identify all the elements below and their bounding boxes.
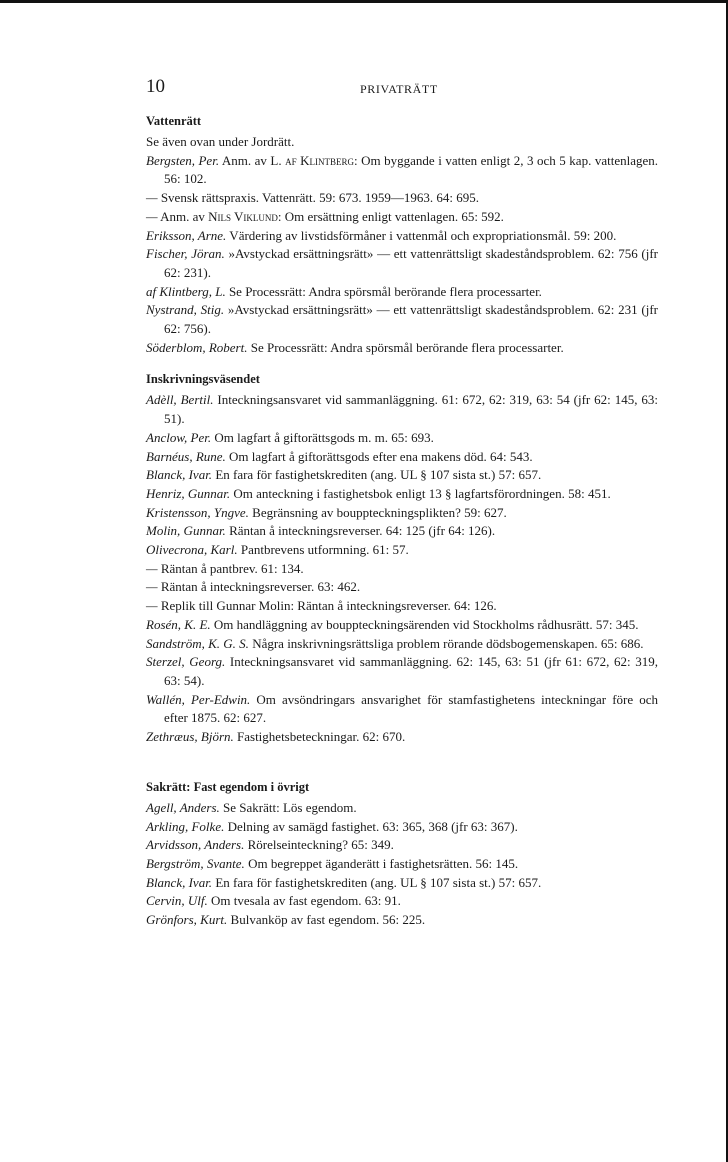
entry-author: af Klintberg, L. — [146, 283, 226, 299]
entry-author: Arkling, Folke. — [146, 818, 225, 834]
bibliography-entry — [146, 208, 658, 227]
bibliography-entry — [146, 560, 658, 579]
bibliography-entry — [146, 653, 658, 690]
entry-author: Anclow, Per. — [146, 429, 212, 445]
bibliography-entry — [146, 391, 658, 428]
entry-text: : Om ersättning enligt vattenlagen. 65: 592. — [277, 208, 504, 224]
ditto-dash: — — [146, 560, 158, 576]
entry-text: Räntan å inteckningsreverser. 64: 125 (jfr 64: 126). — [225, 523, 496, 539]
entry-reviewed-author: af Klintberg — [285, 152, 355, 168]
bibliography-entry — [146, 466, 658, 485]
entry-text: Inteckningsansvaret vid sammanläggning. 61: 672, 62: 319, 63: 54 (jfr 62: 145, 63: 51). — [164, 392, 658, 427]
entry-author: Rosén, K. E. — [146, 616, 211, 632]
bibliography-entry — [146, 578, 658, 597]
scan-edge-top — [0, 0, 728, 3]
ditto-dash: — — [146, 190, 158, 206]
entry-prefix: Anm. av L. — [219, 152, 286, 168]
section — [146, 113, 658, 357]
running-title: PRIVATRÄTT — [360, 82, 438, 96]
bibliography-entry — [146, 892, 658, 911]
bibliography-entry — [146, 245, 658, 282]
entry-text: : Om byggande i vatten enligt 2, 3 och 5 kap. vattenlagen. 56: 102. — [164, 152, 659, 187]
entry-author: Henriz, Gunnar. — [146, 485, 231, 501]
document-page — [146, 76, 658, 930]
bibliography-entry — [146, 874, 658, 893]
bibliography-entry — [146, 728, 658, 747]
entry-reviewed-author: Nils Viklund — [208, 208, 278, 224]
entry-text: Se Sakrätt: Lös egendom. — [219, 799, 357, 815]
entry-text: Om tvesala av fast egendom. 63: 91. — [207, 893, 401, 909]
entry-text: En fara för fastighetskrediten (ang. UL § 107 sista st.) 57: 657. — [212, 467, 542, 483]
entry-text: Delning av samägd fastighet. 63: 365, 368 (jfr 63: 367). — [224, 818, 518, 834]
bibliography-entry — [146, 855, 658, 874]
bibliography-entry — [146, 635, 658, 654]
bibliography-entry — [146, 616, 658, 635]
entry-author: Wallén, Per-Edwin. — [146, 691, 251, 707]
entry-text: »Avstyckad ersättningsrätt» — ett vattenrättsligt skadeståndsproblem. 62: 231 (jfr 62: 756). — [164, 302, 658, 337]
entry-text: Om lagfart å giftorättsgods efter ena makens död. 64: 543. — [225, 448, 533, 464]
bibliography-entry — [146, 541, 658, 560]
bibliography-entry — [146, 691, 658, 728]
bibliography-entry — [146, 339, 658, 358]
bibliography-entry — [146, 485, 658, 504]
entry-text: Svensk rättspraxis. Vattenrätt. 59: 673. 1959—1963. 64: 695. — [157, 190, 480, 206]
page-number: 10 — [146, 76, 165, 97]
entry-author: Bergsten, Per. — [146, 152, 220, 168]
section-title: Vattenrätt — [146, 114, 202, 128]
ditto-dash: — — [146, 208, 158, 224]
entry-author: Nystrand, Stig. — [146, 302, 225, 318]
entry-text: Om begreppet äganderätt i fastighetsrätten. 56: 145. — [244, 855, 519, 871]
entry-text: Räntan å inteckningsreverser. 63: 462. — [157, 579, 361, 595]
entry-text: Fastighetsbeteckningar. 62: 670. — [233, 729, 406, 745]
section-title: Sakrätt: Fast egendom i övrigt — [146, 779, 310, 794]
page-header — [146, 76, 658, 102]
entry-text: Om handläggning av bouppteckningsärenden vid Stockholms rådhusrätt. 57: 345. — [210, 616, 639, 632]
section-title: Inskrivningsväsendet — [146, 372, 260, 387]
section — [146, 371, 658, 746]
entry-text: Bulvanköp av fast egendom. 56: 225. — [227, 912, 426, 928]
bibliography-entry — [146, 836, 658, 855]
bibliography-entry — [146, 152, 658, 189]
entry-text: Pantbrevens utformning. 61: 57. — [237, 542, 409, 558]
bibliography-entry — [146, 522, 658, 541]
bibliography-entry — [146, 429, 658, 448]
bibliography-entry — [146, 227, 658, 246]
entry-author: Söderblom, Robert. — [146, 339, 248, 355]
entry-text: En fara för fastighetskrediten (ang. UL § 107 sista st.) 57: 657. — [212, 874, 542, 890]
entry-author: Eriksson, Arne. — [146, 227, 227, 243]
entry-text: Om anteckning i fastighetsbok enligt 13 § lagfartsförordningen. 58: 451. — [230, 485, 611, 501]
entry-author: Molin, Gunnar. — [146, 523, 226, 539]
entry-author: Adèll, Bertil. — [146, 392, 214, 408]
section — [146, 779, 658, 930]
entry-author: Olivecrona, Karl. — [146, 542, 238, 558]
entry-prefix: Anm. av — [157, 208, 209, 224]
entry-text: Se Processrätt: Andra spörsmål berörande flera processarter. — [247, 339, 564, 355]
entry-author: Bergström, Svante. — [146, 855, 245, 871]
entry-text: Replik till Gunnar Molin: Räntan å inteckningsreverser. 64: 126. — [157, 598, 497, 614]
ditto-dash: — — [146, 579, 158, 595]
ditto-dash: — — [146, 598, 158, 614]
entry-author: Blanck, Ivar. — [146, 874, 213, 890]
entry-author: Blanck, Ivar. — [146, 467, 213, 483]
entry-author: Sterzel, Georg. — [146, 654, 226, 670]
bibliography-entry — [146, 818, 658, 837]
entry-text: Om avsöndringars ansvarighet för stamfastighetens inteckningar före och efter 1875. 62: 627. — [164, 691, 659, 726]
entry-text: Se även ovan under Jordrätt. — [146, 134, 295, 149]
bibliography-entry — [146, 283, 658, 302]
sections-container — [146, 113, 658, 930]
bibliography-entry — [146, 911, 658, 930]
entry-text: Se Processrätt: Andra spörsmål berörande flera processarter. — [225, 283, 542, 299]
bibliography-entry — [146, 448, 658, 467]
entry-author: Zethræus, Björn. — [146, 729, 234, 745]
entry-author: Fischer, Jöran. — [146, 246, 225, 262]
entry-text: Inteckningsansvaret vid sammanläggning. 62: 145, 63: 51 (jfr 61: 672, 62: 319, 63: 54). — [164, 654, 659, 688]
entry-text: Om lagfart å giftorättsgods m. m. 65: 693. — [211, 429, 434, 445]
entry-author: Cervin, Ulf. — [146, 893, 208, 909]
bibliography-entry — [146, 597, 658, 616]
entry-author: Barnéus, Rune. — [146, 448, 226, 464]
entry-author: Kristensson, Yngve. — [146, 504, 249, 520]
entry-text: Räntan å pantbrev. 61: 134. — [157, 560, 304, 576]
bibliography-entry — [146, 301, 658, 338]
entry-text: Några inskrivningsrättsliga problem rörande dödsbogemenskapen. 65: 686. — [248, 635, 644, 651]
entry-text: Rörelseinteckning? 65: 349. — [244, 837, 394, 853]
bibliography-entry — [146, 133, 658, 152]
bibliography-entry — [146, 189, 658, 208]
entry-text: Begränsning av bouppteckningsplikten? 59: 627. — [248, 504, 507, 520]
entry-text: »Avstyckad ersättningsrätt» — ett vattenrättsligt skadeståndsproblem. 62: 756 (jfr 62: 231). — [164, 246, 658, 280]
bibliography-entry — [146, 504, 658, 523]
entry-author: Arvidsson, Anders. — [146, 837, 245, 853]
entry-text: Värdering av livstidsförmåner i vattenmål och expropriationsmål. 59: 200. — [226, 227, 617, 243]
bibliography-entry — [146, 799, 658, 818]
entry-author: Agell, Anders. — [146, 799, 220, 815]
entry-author: Sandström, K. G. S. — [146, 635, 249, 651]
entry-author: Grönfors, Kurt. — [146, 912, 228, 928]
